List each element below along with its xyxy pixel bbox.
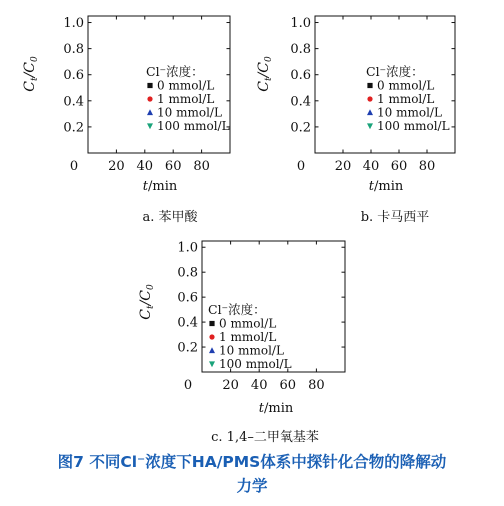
chart-panel-b [256, 16, 455, 194]
y-tick-label: 0.6 [63, 68, 84, 84]
legend-label: 1 mmol/L [219, 330, 277, 344]
y-tick-label: 0.2 [63, 120, 84, 136]
x-tick-label: 80 [193, 159, 210, 174]
x-tick-label: 60 [279, 378, 297, 393]
legend-marker-s10 [367, 109, 373, 115]
y-axis-label: $C_t/C_0$ [256, 56, 274, 92]
legend-label: 10 mmol/L [377, 105, 442, 120]
y-tick-label: 0.8 [63, 42, 84, 58]
x-axis-label: t/min [368, 179, 404, 194]
x-axis-label: t/min [258, 401, 294, 416]
legend-label: 0 mmol/L [157, 78, 215, 93]
subcaption-a: a. 苯甲酸 [142, 210, 198, 225]
y-tick-label: 0.6 [290, 68, 311, 84]
legend-marker-s10 [147, 109, 153, 115]
y-tick-label: 0.2 [290, 120, 311, 136]
legend-label: 100 mmol/L [219, 357, 292, 371]
y-tick-label: 1.0 [63, 16, 84, 32]
y-axis-label: $C_t/C_0$ [138, 284, 156, 320]
legend-title: Cl⁻浓度： [366, 64, 424, 79]
y-tick-label: 0.4 [63, 94, 84, 110]
x-tick-label: 60 [390, 159, 408, 174]
legend-marker-s1 [367, 96, 372, 101]
legend-marker-s100 [367, 123, 373, 129]
legend-marker-s1 [147, 96, 152, 101]
legend-label: 100 mmol/L [157, 119, 230, 133]
chart-panel-c [138, 241, 345, 416]
x-tick-label: 0 [69, 159, 79, 174]
y-tick-label: 0.4 [290, 94, 311, 110]
x-tick-label: 40 [136, 159, 154, 174]
legend-marker-s1 [209, 334, 214, 339]
y-axis-label: $C_t/C_0$ [22, 56, 40, 92]
legend-title: Cl⁻浓度： [146, 64, 204, 79]
x-tick-label: 0 [183, 378, 193, 393]
figure-caption-line1: 图7 不同Cl⁻浓度下HA/PMS体系中探针化合物的降解动 [57, 453, 447, 471]
x-tick-label: 40 [250, 378, 268, 393]
x-axis-label: t/min [142, 179, 178, 194]
x-tick-label: 60 [164, 159, 182, 174]
legend-marker-s10 [209, 347, 215, 353]
y-tick-label: 1.0 [177, 240, 198, 256]
legend-label: 1 mmol/L [377, 92, 435, 106]
legend-marker-s100 [147, 123, 153, 129]
legend-marker-s100 [209, 361, 215, 367]
legend-label: 1 mmol/L [157, 92, 215, 106]
x-tick-label: 0 [296, 159, 306, 174]
legend [146, 64, 230, 133]
x-tick-label: 20 [222, 378, 239, 393]
legend-marker-s0 [147, 83, 152, 88]
legend-title: Cl⁻浓度： [208, 302, 266, 317]
legend [366, 64, 450, 133]
legend-label: 10 mmol/L [219, 343, 284, 358]
subcaption-b: b. 卡马西平 [360, 210, 430, 225]
y-tick-label: 0.4 [177, 315, 198, 331]
x-tick-label: 20 [334, 159, 352, 174]
x-tick-label: 40 [362, 159, 380, 174]
legend-marker-s0 [209, 321, 214, 326]
y-tick-label: 0.8 [177, 265, 198, 281]
legend-label: 10 mmol/L [157, 105, 222, 120]
y-tick-label: 0.6 [177, 290, 198, 306]
chart-panel-a [22, 16, 230, 194]
legend-label: 0 mmol/L [377, 78, 435, 93]
legend-label: 100 mmol/L [377, 119, 450, 133]
y-tick-label: 1.0 [290, 16, 311, 32]
y-tick-label: 0.2 [177, 340, 198, 356]
figure-caption-line2: 力学 [236, 477, 268, 495]
x-tick-label: 80 [418, 159, 436, 174]
x-tick-label: 20 [108, 159, 125, 174]
subcaption-c: c. 1,4–二甲氧基苯 [211, 430, 319, 445]
legend [208, 302, 292, 371]
legend-label: 0 mmol/L [219, 316, 277, 331]
legend-marker-s0 [367, 83, 372, 88]
y-tick-label: 0.8 [290, 42, 311, 58]
x-tick-label: 80 [308, 378, 325, 393]
